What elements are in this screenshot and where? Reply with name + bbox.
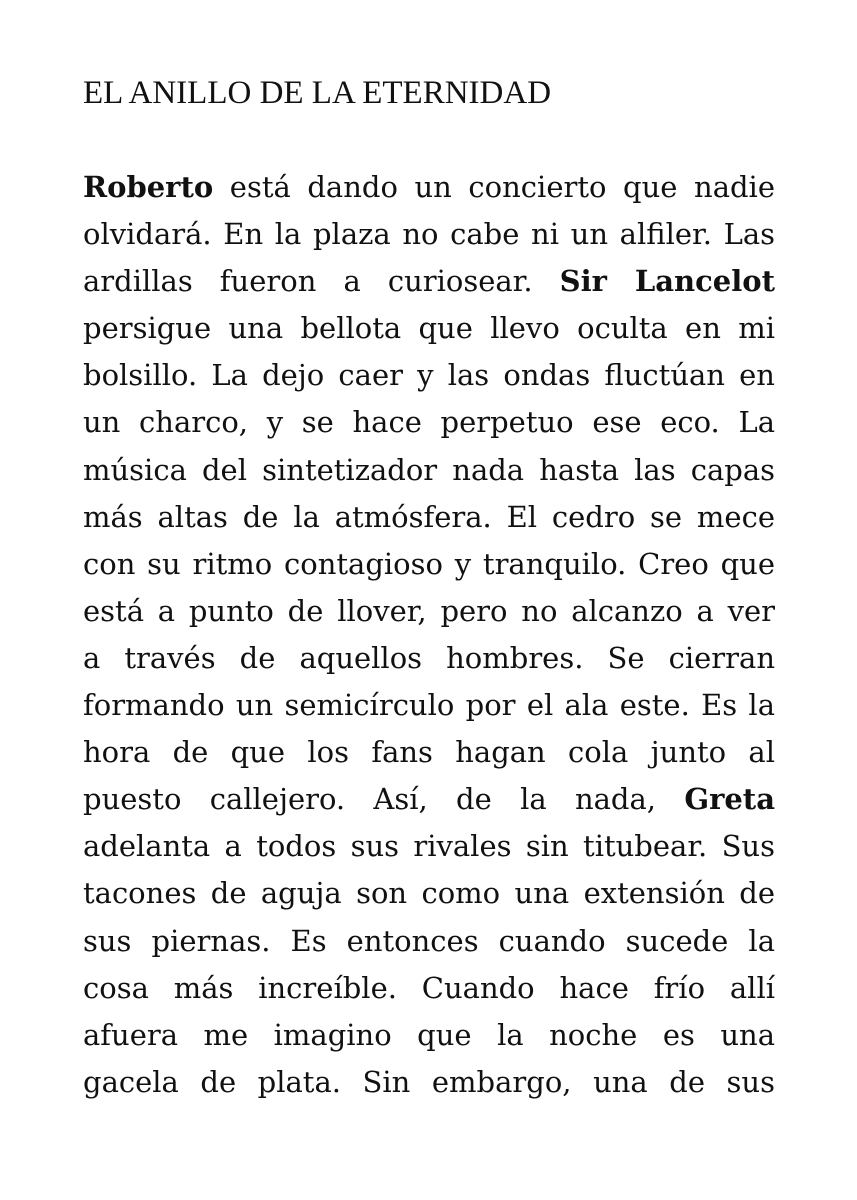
text-line	[83, 305, 775, 352]
text-run: afuera me imagino que la noche es una	[83, 1017, 775, 1052]
text-run: está a punto de llover, pero no alcanzo a ver	[83, 593, 775, 628]
character-name: Sir Lancelot	[559, 264, 775, 299]
text-line	[83, 399, 775, 446]
text-line	[83, 352, 775, 399]
text-run: sus piernas. Es entonces cuando sucede la	[83, 923, 775, 958]
text-line	[83, 494, 775, 541]
text-run: más altas de la atmósfera. El cedro se mece	[83, 499, 775, 534]
text-run: persigue una bellota que llevo oculta en mi	[83, 311, 775, 346]
text-run: con su ritmo contagioso y tranquilo. Creo que	[83, 546, 775, 581]
document-title: EL ANILLO DE LA ETERNIDAD	[83, 75, 552, 111]
text-run: un charco, y se hace perpetuo ese eco. La	[83, 405, 775, 440]
character-name: Roberto	[83, 170, 214, 204]
text-line	[83, 965, 775, 1012]
text-run: formando un semicírculo por el ala este. Es la	[83, 688, 775, 723]
text-run: hora de que los fans hagan cola junto al	[83, 735, 775, 770]
text-run: adelanta a todos sus rivales sin titubear. Sus	[83, 829, 775, 864]
text-run: música del sintetizador nada hasta las capas	[83, 452, 775, 487]
text-line	[83, 258, 775, 305]
text-line	[83, 870, 775, 917]
text-line	[83, 823, 775, 870]
text-run: olvidará. En la plaza no cabe ni un alfiler. Las	[83, 217, 775, 252]
text-line	[83, 588, 775, 635]
text-run: está dando un concierto que nadie	[213, 170, 775, 204]
text-line	[83, 1059, 775, 1106]
text-run: gacela de plata. Sin embargo, una de sus	[83, 1064, 775, 1099]
text-line	[83, 776, 775, 823]
character-name: Greta	[684, 782, 775, 817]
text-run: ardillas fueron a curiosear.	[83, 264, 560, 299]
text-run: a través de aquellos hombres. Se cierran	[83, 640, 775, 675]
text-line	[83, 635, 775, 682]
text-line	[83, 541, 775, 588]
text-line	[83, 682, 775, 729]
text-run: puesto callejero. Así, de la nada,	[83, 782, 685, 817]
text-line	[83, 211, 775, 258]
text-run: tacones de aguja son como una extensión de	[83, 876, 775, 911]
text-line	[83, 729, 775, 776]
text-line	[83, 918, 775, 965]
text-line	[83, 164, 775, 211]
text-line	[83, 447, 775, 494]
text-run: cosa más increíble. Cuando hace frío allí	[83, 970, 775, 1005]
text-line	[83, 1012, 775, 1059]
text-run: bolsillo. La dejo caer y las ondas fluctúan en	[83, 358, 775, 393]
story-paragraph	[83, 164, 775, 1106]
